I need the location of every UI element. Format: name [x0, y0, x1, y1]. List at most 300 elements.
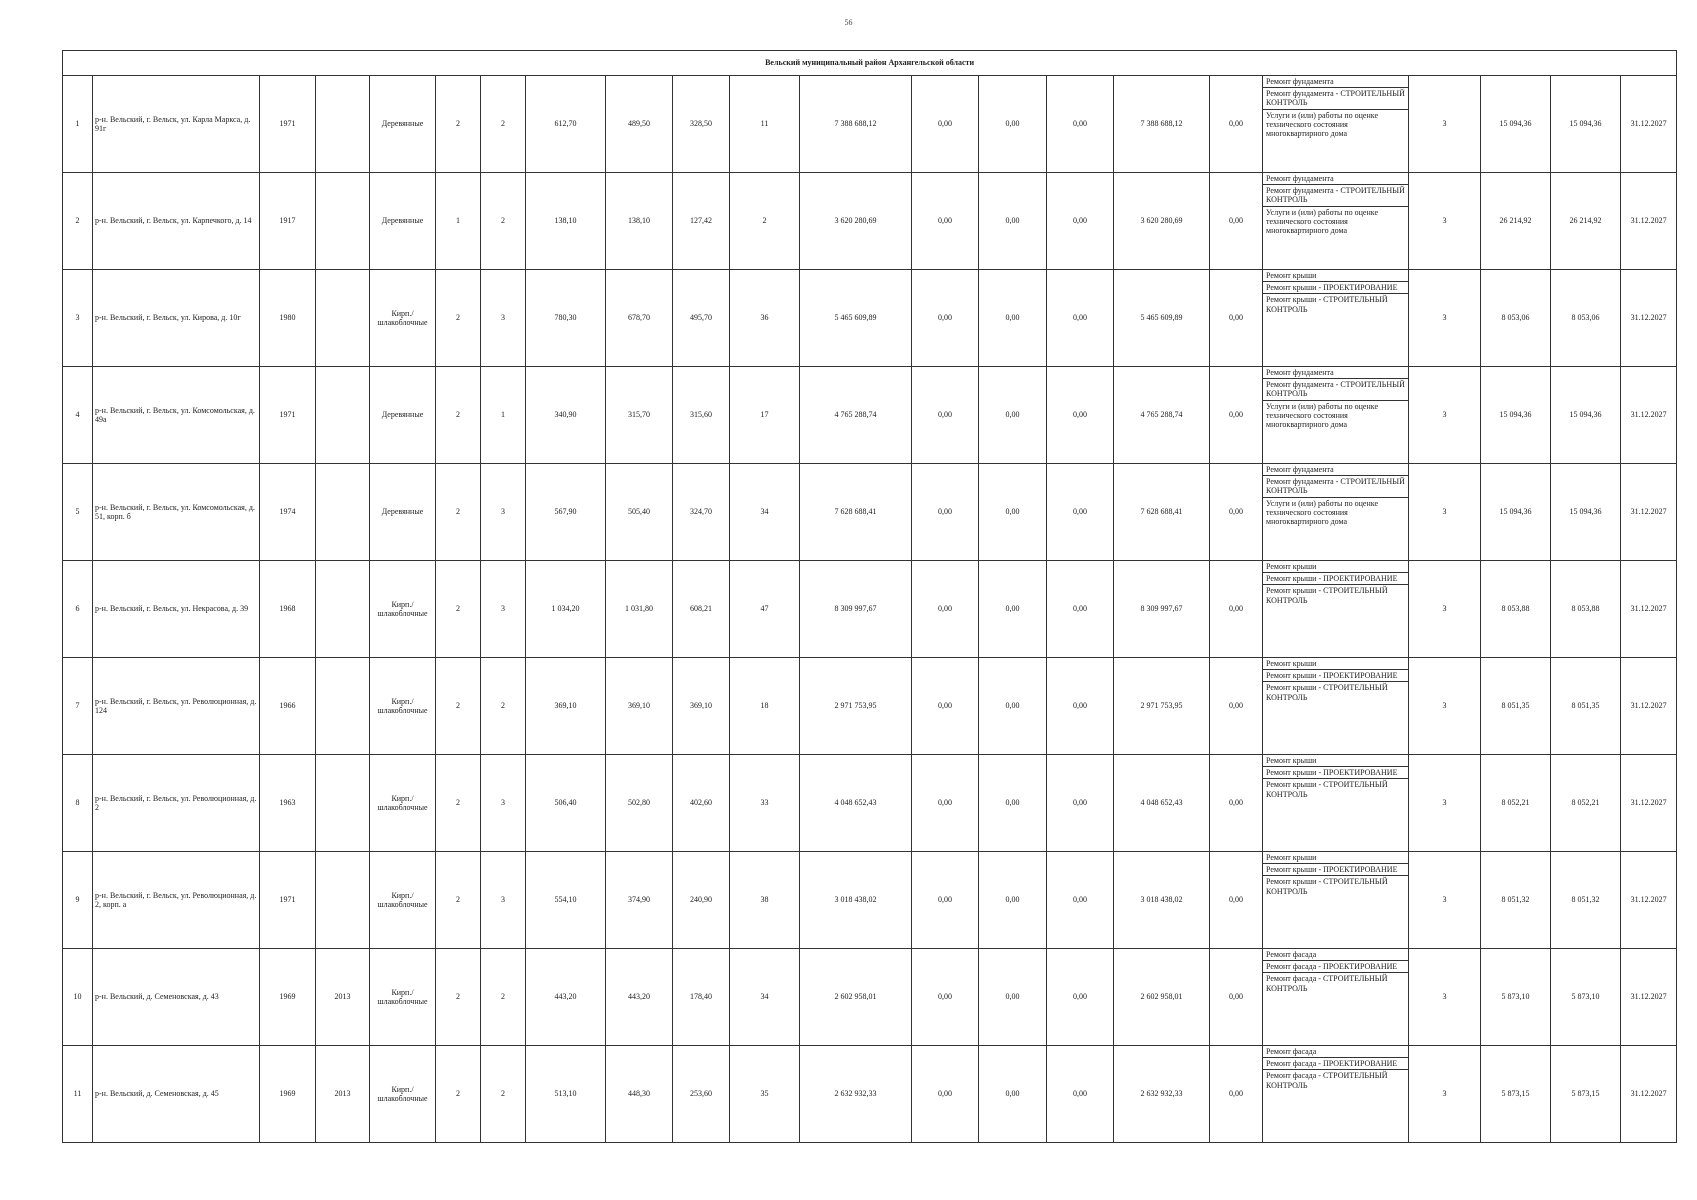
deadline-cell: 31.12.2027 [1621, 949, 1677, 1046]
entrances-cell: 3 [481, 755, 526, 852]
work-item: Ремонт фундамента [1263, 76, 1408, 88]
floors-cell: 2 [436, 464, 481, 561]
wall-material-cell: Деревянные [370, 464, 436, 561]
fund-source-b-cell: 0,00 [979, 367, 1047, 464]
work-item: Ремонт крыши - ПРОЕКТИРОВАНИЕ [1263, 573, 1408, 585]
row-number-cell: 5 [63, 464, 93, 561]
floors-cell: 2 [436, 852, 481, 949]
works-list [1263, 949, 1408, 994]
works-cell [1263, 1046, 1409, 1143]
wall-material-cell: Кирп./шлакоблочные [370, 755, 436, 852]
floors-cell: 2 [436, 658, 481, 755]
works-cell [1263, 658, 1409, 755]
work-item: Ремонт крыши - СТРОИТЕЛЬНЫЙ КОНТРОЛЬ [1266, 877, 1388, 896]
work-item: Ремонт фасада [1263, 949, 1408, 961]
unit-cost-cell: 8 053,88 [1481, 561, 1551, 658]
living-area-cell: 443,20 [606, 949, 673, 1046]
fund-source-b-cell: 0,00 [979, 76, 1047, 173]
table-row [63, 561, 1677, 658]
owners-funds-cell: 2 632 932,33 [1114, 1046, 1210, 1143]
other-funds-cell: 0,00 [1210, 173, 1263, 270]
living-area-cell: 678,70 [606, 270, 673, 367]
works-list [1263, 852, 1408, 897]
max-cost-cell: 5 873,10 [1551, 949, 1621, 1046]
works-list [1263, 367, 1408, 430]
entrances-cell: 3 [481, 464, 526, 561]
owners-funds-cell: 4 765 288,74 [1114, 367, 1210, 464]
residents-count-cell: 33 [730, 755, 800, 852]
max-cost-cell: 8 051,35 [1551, 658, 1621, 755]
works-cell [1263, 561, 1409, 658]
table-row [63, 76, 1677, 173]
year-reconstruction-cell [316, 173, 370, 270]
work-item: Ремонт крыши - СТРОИТЕЛЬНЫЙ КОНТРОЛЬ [1266, 780, 1388, 799]
wall-material-cell: Кирп./шлакоблочные [370, 852, 436, 949]
fund-source-c-cell: 0,00 [1047, 949, 1114, 1046]
total-cost-cell: 4 048 652,43 [800, 755, 912, 852]
unit-cost-cell: 8 051,35 [1481, 658, 1551, 755]
owners-funds-cell: 5 465 609,89 [1114, 270, 1210, 367]
max-cost-cell: 8 052,21 [1551, 755, 1621, 852]
works-list [1263, 76, 1408, 139]
row-number-cell: 4 [63, 367, 93, 464]
fund-source-c-cell: 0,00 [1047, 270, 1114, 367]
work-item: Услуги и (или) работы по оценке технического состояния многоквартирного дома [1266, 498, 1378, 526]
total-area-cell: 1 034,20 [526, 561, 606, 658]
fund-source-a-cell: 0,00 [912, 658, 979, 755]
entrances-cell: 2 [481, 173, 526, 270]
residents-count-cell: 47 [730, 561, 800, 658]
wall-material-cell: Кирп./шлакоблочные [370, 949, 436, 1046]
max-cost-cell: 8 053,88 [1551, 561, 1621, 658]
works-cell [1263, 755, 1409, 852]
unit-cell: 3 [1409, 561, 1481, 658]
works-list [1263, 755, 1408, 800]
entrances-cell: 3 [481, 270, 526, 367]
address-cell: р-н. Вельский, г. Вельск, ул. Комсомольская, д. 49а [93, 367, 260, 464]
year-reconstruction-cell [316, 76, 370, 173]
total-area-cell: 612,70 [526, 76, 606, 173]
unit-cell: 3 [1409, 76, 1481, 173]
total-cost-cell: 3 620 280,69 [800, 173, 912, 270]
total-area-cell: 369,10 [526, 658, 606, 755]
deadline-cell: 31.12.2027 [1621, 367, 1677, 464]
fund-source-b-cell: 0,00 [979, 1046, 1047, 1143]
row-number-cell: 7 [63, 658, 93, 755]
address-cell: р-н. Вельский, д. Семеновская, д. 45 [93, 1046, 260, 1143]
table-row [63, 173, 1677, 270]
year-built-cell: 1980 [260, 270, 316, 367]
owners-funds-cell: 2 971 753,95 [1114, 658, 1210, 755]
address-cell: р-н. Вельский, г. Вельск, ул. Комсомольская, д. 51, корп. б [93, 464, 260, 561]
owners-funds-cell: 2 602 958,01 [1114, 949, 1210, 1046]
other-funds-cell: 0,00 [1210, 1046, 1263, 1143]
floors-cell: 2 [436, 76, 481, 173]
work-item: Ремонт крыши - СТРОИТЕЛЬНЫЙ КОНТРОЛЬ [1266, 683, 1388, 702]
total-cost-cell: 4 765 288,74 [800, 367, 912, 464]
works-cell [1263, 270, 1409, 367]
work-item: Ремонт фундамента [1263, 173, 1408, 185]
total-area-cell: 138,10 [526, 173, 606, 270]
fund-source-b-cell: 0,00 [979, 852, 1047, 949]
total-cost-cell: 3 018 438,02 [800, 852, 912, 949]
living-area-cell: 502,80 [606, 755, 673, 852]
unit-cost-cell: 5 873,15 [1481, 1046, 1551, 1143]
row-number-cell: 11 [63, 1046, 93, 1143]
fund-source-b-cell: 0,00 [979, 464, 1047, 561]
unit-cost-cell: 8 053,06 [1481, 270, 1551, 367]
residential-area-cell: 315,60 [673, 367, 730, 464]
fund-source-a-cell: 0,00 [912, 755, 979, 852]
max-cost-cell: 15 094,36 [1551, 76, 1621, 173]
fund-source-c-cell: 0,00 [1047, 173, 1114, 270]
living-area-cell: 489,50 [606, 76, 673, 173]
residents-count-cell: 36 [730, 270, 800, 367]
row-number-cell: 8 [63, 755, 93, 852]
wall-material-cell: Кирп./шлакоблочные [370, 658, 436, 755]
year-built-cell: 1968 [260, 561, 316, 658]
works-cell [1263, 367, 1409, 464]
max-cost-cell: 8 051,32 [1551, 852, 1621, 949]
year-built-cell: 1963 [260, 755, 316, 852]
floors-cell: 1 [436, 173, 481, 270]
entrances-cell: 3 [481, 561, 526, 658]
total-area-cell: 506,40 [526, 755, 606, 852]
year-reconstruction-cell [316, 658, 370, 755]
entrances-cell: 2 [481, 1046, 526, 1143]
deadline-cell: 31.12.2027 [1621, 852, 1677, 949]
unit-cost-cell: 8 051,32 [1481, 852, 1551, 949]
works-cell [1263, 464, 1409, 561]
floors-cell: 2 [436, 270, 481, 367]
year-built-cell: 1971 [260, 76, 316, 173]
deadline-cell: 31.12.2027 [1621, 270, 1677, 367]
address-cell: р-н. Вельский, г. Вельск, ул. Некрасова, д. 39 [93, 561, 260, 658]
year-reconstruction-cell [316, 367, 370, 464]
deadline-cell: 31.12.2027 [1621, 755, 1677, 852]
living-area-cell: 1 031,80 [606, 561, 673, 658]
unit-cell: 3 [1409, 173, 1481, 270]
total-area-cell: 340,90 [526, 367, 606, 464]
fund-source-c-cell: 0,00 [1047, 755, 1114, 852]
residential-area-cell: 127,42 [673, 173, 730, 270]
living-area-cell: 369,10 [606, 658, 673, 755]
wall-material-cell: Кирп./шлакоблочные [370, 1046, 436, 1143]
work-item: Ремонт фасада - ПРОЕКТИРОВАНИЕ [1263, 1058, 1408, 1070]
living-area-cell: 374,90 [606, 852, 673, 949]
residents-count-cell: 34 [730, 464, 800, 561]
wall-material-cell: Кирп./шлакоблочные [370, 270, 436, 367]
year-reconstruction-cell: 2013 [316, 949, 370, 1046]
residents-count-cell: 35 [730, 1046, 800, 1143]
year-built-cell: 1971 [260, 852, 316, 949]
entrances-cell: 3 [481, 852, 526, 949]
works-cell [1263, 76, 1409, 173]
work-item: Ремонт крыши - ПРОЕКТИРОВАНИЕ [1263, 282, 1408, 294]
fund-source-c-cell: 0,00 [1047, 464, 1114, 561]
year-built-cell: 1969 [260, 949, 316, 1046]
residential-area-cell: 369,10 [673, 658, 730, 755]
residential-area-cell: 240,90 [673, 852, 730, 949]
unit-cost-cell: 5 873,10 [1481, 949, 1551, 1046]
row-number-cell: 1 [63, 76, 93, 173]
fund-source-c-cell: 0,00 [1047, 658, 1114, 755]
table-row [63, 755, 1677, 852]
table-row [63, 658, 1677, 755]
other-funds-cell: 0,00 [1210, 464, 1263, 561]
other-funds-cell: 0,00 [1210, 367, 1263, 464]
address-cell: р-н. Вельский, г. Вельск, ул. Кирова, д. 10г [93, 270, 260, 367]
max-cost-cell: 5 873,15 [1551, 1046, 1621, 1143]
work-item: Ремонт крыши - ПРОЕКТИРОВАНИЕ [1263, 670, 1408, 682]
works-list [1263, 561, 1408, 606]
year-reconstruction-cell [316, 755, 370, 852]
entrances-cell: 2 [481, 949, 526, 1046]
total-cost-cell: 7 388 688,12 [800, 76, 912, 173]
floors-cell: 2 [436, 367, 481, 464]
floors-cell: 2 [436, 1046, 481, 1143]
max-cost-cell: 15 094,36 [1551, 464, 1621, 561]
work-item: Ремонт фундамента - СТРОИТЕЛЬНЫЙ КОНТРОЛЬ [1263, 379, 1408, 400]
total-cost-cell: 2 602 958,01 [800, 949, 912, 1046]
work-item: Ремонт крыши [1263, 561, 1408, 573]
table-row [63, 1046, 1677, 1143]
other-funds-cell: 0,00 [1210, 270, 1263, 367]
work-item: Ремонт фундамента - СТРОИТЕЛЬНЫЙ КОНТРОЛЬ [1263, 185, 1408, 206]
fund-source-a-cell: 0,00 [912, 949, 979, 1046]
unit-cell: 3 [1409, 1046, 1481, 1143]
row-number-cell: 6 [63, 561, 93, 658]
works-list [1263, 464, 1408, 527]
work-item: Ремонт фундамента - СТРОИТЕЛЬНЫЙ КОНТРОЛЬ [1263, 88, 1408, 109]
deadline-cell: 31.12.2027 [1621, 1046, 1677, 1143]
table-row [63, 852, 1677, 949]
year-built-cell: 1917 [260, 173, 316, 270]
wall-material-cell: Деревянные [370, 367, 436, 464]
wall-material-cell: Деревянные [370, 173, 436, 270]
works-cell [1263, 173, 1409, 270]
total-cost-cell: 2 971 753,95 [800, 658, 912, 755]
floors-cell: 2 [436, 949, 481, 1046]
row-number-cell: 2 [63, 173, 93, 270]
max-cost-cell: 26 214,92 [1551, 173, 1621, 270]
fund-source-a-cell: 0,00 [912, 1046, 979, 1143]
year-reconstruction-cell [316, 464, 370, 561]
unit-cell: 3 [1409, 755, 1481, 852]
wall-material-cell: Кирп./шлакоблочные [370, 561, 436, 658]
fund-source-c-cell: 0,00 [1047, 852, 1114, 949]
fund-source-b-cell: 0,00 [979, 561, 1047, 658]
unit-cell: 3 [1409, 464, 1481, 561]
owners-funds-cell: 7 388 688,12 [1114, 76, 1210, 173]
address-cell: р-н. Вельский, д. Семеновская, д. 43 [93, 949, 260, 1046]
residential-area-cell: 253,60 [673, 1046, 730, 1143]
residents-count-cell: 18 [730, 658, 800, 755]
max-cost-cell: 8 053,06 [1551, 270, 1621, 367]
row-number-cell: 10 [63, 949, 93, 1046]
region-title: Вельский муниципальный район Архангельской области [63, 51, 1677, 76]
page-number: 56 [844, 18, 853, 27]
work-item: Ремонт фундамента - СТРОИТЕЛЬНЫЙ КОНТРОЛЬ [1263, 476, 1408, 497]
fund-source-b-cell: 0,00 [979, 173, 1047, 270]
entrances-cell: 1 [481, 367, 526, 464]
fund-source-a-cell: 0,00 [912, 464, 979, 561]
total-area-cell: 443,20 [526, 949, 606, 1046]
floors-cell: 2 [436, 755, 481, 852]
year-built-cell: 1974 [260, 464, 316, 561]
owners-funds-cell: 4 048 652,43 [1114, 755, 1210, 852]
work-item: Ремонт крыши [1263, 852, 1408, 864]
table-row [63, 367, 1677, 464]
work-item: Ремонт фасада - СТРОИТЕЛЬНЫЙ КОНТРОЛЬ [1266, 1071, 1388, 1090]
fund-source-a-cell: 0,00 [912, 270, 979, 367]
works-list [1263, 173, 1408, 236]
total-cost-cell: 8 309 997,67 [800, 561, 912, 658]
unit-cell: 3 [1409, 949, 1481, 1046]
fund-source-b-cell: 0,00 [979, 755, 1047, 852]
residential-area-cell: 402,60 [673, 755, 730, 852]
fund-source-a-cell: 0,00 [912, 367, 979, 464]
total-cost-cell: 2 632 932,33 [800, 1046, 912, 1143]
deadline-cell: 31.12.2027 [1621, 76, 1677, 173]
entrances-cell: 2 [481, 658, 526, 755]
floors-cell: 2 [436, 561, 481, 658]
wall-material-cell: Деревянные [370, 76, 436, 173]
fund-source-b-cell: 0,00 [979, 658, 1047, 755]
max-cost-cell: 15 094,36 [1551, 367, 1621, 464]
unit-cost-cell: 15 094,36 [1481, 367, 1551, 464]
total-cost-cell: 7 628 688,41 [800, 464, 912, 561]
fund-source-b-cell: 0,00 [979, 270, 1047, 367]
residential-area-cell: 328,50 [673, 76, 730, 173]
deadline-cell: 31.12.2027 [1621, 173, 1677, 270]
work-item: Ремонт фундамента [1263, 464, 1408, 476]
deadline-cell: 31.12.2027 [1621, 658, 1677, 755]
other-funds-cell: 0,00 [1210, 852, 1263, 949]
region-title-row [63, 51, 1677, 76]
living-area-cell: 448,30 [606, 1046, 673, 1143]
deadline-cell: 31.12.2027 [1621, 561, 1677, 658]
works-cell [1263, 949, 1409, 1046]
year-reconstruction-cell [316, 270, 370, 367]
other-funds-cell: 0,00 [1210, 561, 1263, 658]
repair-program-table [62, 50, 1677, 1143]
work-item: Услуги и (или) работы по оценке технического состояния многоквартирного дома [1266, 401, 1378, 429]
works-list [1263, 270, 1408, 315]
work-item: Ремонт крыши [1263, 270, 1408, 282]
year-built-cell: 1969 [260, 1046, 316, 1143]
work-item: Услуги и (или) работы по оценке технического состояния многоквартирного дома [1266, 207, 1378, 235]
year-reconstruction-cell [316, 561, 370, 658]
work-item: Ремонт крыши [1263, 755, 1408, 767]
fund-source-c-cell: 0,00 [1047, 367, 1114, 464]
owners-funds-cell: 7 628 688,41 [1114, 464, 1210, 561]
unit-cell: 3 [1409, 270, 1481, 367]
residents-count-cell: 17 [730, 367, 800, 464]
entrances-cell: 2 [481, 76, 526, 173]
unit-cell: 3 [1409, 658, 1481, 755]
work-item: Услуги и (или) работы по оценке технического состояния многоквартирного дома [1266, 110, 1378, 138]
fund-source-a-cell: 0,00 [912, 173, 979, 270]
year-built-cell: 1966 [260, 658, 316, 755]
year-reconstruction-cell [316, 852, 370, 949]
total-cost-cell: 5 465 609,89 [800, 270, 912, 367]
total-area-cell: 513,10 [526, 1046, 606, 1143]
address-cell: р-н. Вельский, г. Вельск, ул. Карпечкого, д. 14 [93, 173, 260, 270]
fund-source-b-cell: 0,00 [979, 949, 1047, 1046]
table-row [63, 464, 1677, 561]
residents-count-cell: 38 [730, 852, 800, 949]
total-area-cell: 780,30 [526, 270, 606, 367]
work-item: Ремонт фасада - ПРОЕКТИРОВАНИЕ [1263, 961, 1408, 973]
fund-source-a-cell: 0,00 [912, 76, 979, 173]
owners-funds-cell: 3 620 280,69 [1114, 173, 1210, 270]
owners-funds-cell: 8 309 997,67 [1114, 561, 1210, 658]
work-item: Ремонт крыши - ПРОЕКТИРОВАНИЕ [1263, 767, 1408, 779]
unit-cost-cell: 26 214,92 [1481, 173, 1551, 270]
fund-source-c-cell: 0,00 [1047, 1046, 1114, 1143]
unit-cell: 3 [1409, 367, 1481, 464]
residential-area-cell: 178,40 [673, 949, 730, 1046]
work-item: Ремонт крыши - ПРОЕКТИРОВАНИЕ [1263, 864, 1408, 876]
other-funds-cell: 0,00 [1210, 755, 1263, 852]
year-reconstruction-cell: 2013 [316, 1046, 370, 1143]
row-number-cell: 9 [63, 852, 93, 949]
year-built-cell: 1971 [260, 367, 316, 464]
residents-count-cell: 2 [730, 173, 800, 270]
total-area-cell: 554,10 [526, 852, 606, 949]
address-cell: р-н. Вельский, г. Вельск, ул. Революционная, д. 2 [93, 755, 260, 852]
work-item: Ремонт крыши [1263, 658, 1408, 670]
work-item: Ремонт фундамента [1263, 367, 1408, 379]
unit-cell: 3 [1409, 852, 1481, 949]
residential-area-cell: 608,21 [673, 561, 730, 658]
residents-count-cell: 11 [730, 76, 800, 173]
fund-source-a-cell: 0,00 [912, 561, 979, 658]
residents-count-cell: 34 [730, 949, 800, 1046]
living-area-cell: 138,10 [606, 173, 673, 270]
residential-area-cell: 495,70 [673, 270, 730, 367]
deadline-cell: 31.12.2027 [1621, 464, 1677, 561]
other-funds-cell: 0,00 [1210, 76, 1263, 173]
fund-source-c-cell: 0,00 [1047, 561, 1114, 658]
fund-source-a-cell: 0,00 [912, 852, 979, 949]
total-area-cell: 567,90 [526, 464, 606, 561]
fund-source-c-cell: 0,00 [1047, 76, 1114, 173]
unit-cost-cell: 15 094,36 [1481, 76, 1551, 173]
unit-cost-cell: 8 052,21 [1481, 755, 1551, 852]
address-cell: р-н. Вельский, г. Вельск, ул. Революционная, д. 124 [93, 658, 260, 755]
unit-cost-cell: 15 094,36 [1481, 464, 1551, 561]
living-area-cell: 505,40 [606, 464, 673, 561]
work-item: Ремонт фасада - СТРОИТЕЛЬНЫЙ КОНТРОЛЬ [1266, 974, 1388, 993]
row-number-cell: 3 [63, 270, 93, 367]
work-item: Ремонт фасада [1263, 1046, 1408, 1058]
living-area-cell: 315,70 [606, 367, 673, 464]
work-item: Ремонт крыши - СТРОИТЕЛЬНЫЙ КОНТРОЛЬ [1266, 295, 1388, 314]
residential-area-cell: 324,70 [673, 464, 730, 561]
address-cell: р-н. Вельский, г. Вельск, ул. Революционная, д. 2, корп. а [93, 852, 260, 949]
table-row [63, 949, 1677, 1046]
other-funds-cell: 0,00 [1210, 658, 1263, 755]
address-cell: р-н. Вельский, г. Вельск, ул. Карла Маркса, д. 91г [93, 76, 260, 173]
work-item: Ремонт крыши - СТРОИТЕЛЬНЫЙ КОНТРОЛЬ [1266, 586, 1388, 605]
works-list [1263, 1046, 1408, 1091]
works-list [1263, 658, 1408, 703]
owners-funds-cell: 3 018 438,02 [1114, 852, 1210, 949]
table-row [63, 270, 1677, 367]
other-funds-cell: 0,00 [1210, 949, 1263, 1046]
